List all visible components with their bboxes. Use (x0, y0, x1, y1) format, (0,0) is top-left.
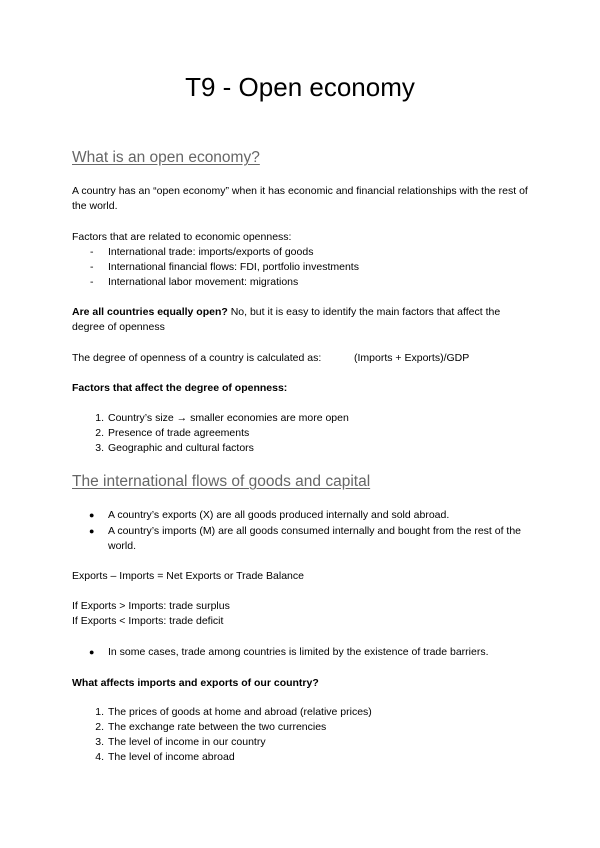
list-item: - International labor movement: migrations (108, 275, 538, 290)
section-heading-international-flows: The international flows of goods and capital (72, 473, 371, 490)
factors-lead: Factors that are related to economic openness: (72, 231, 292, 243)
list-item: ● In some cases, trade among countries is limited by the existence of trade barriers. (108, 645, 538, 660)
list-item: 2. The exchange rate between the two currencies (95, 721, 327, 733)
list-item: 4. The level of income abroad (95, 751, 235, 763)
dash-marker: - (90, 246, 94, 258)
deficit-line: If Exports < Imports: trade deficit (72, 615, 224, 627)
list-item: ● A country’s imports (M) are all goods consumed internally and bought from the rest of the world. (89, 525, 522, 553)
degree-text: The degree of openness of a country is calculated as: (72, 352, 322, 364)
list-item: 1. Country’s size → smaller economies are more open (95, 412, 349, 424)
bullet-marker: ● (89, 510, 95, 520)
question-rest: No, but it is easy to identify the main factors that affect the degree of openness (72, 306, 501, 334)
list-item: ● A country’s exports (X) are all goods produced internally and sold abroad. (108, 508, 538, 523)
list-item: 2. Presence of trade agreements (95, 427, 250, 439)
degree-line (72, 351, 532, 366)
dash-marker: - (90, 276, 94, 288)
question-bold: Are all countries equally open? (72, 306, 228, 318)
degree-formula: (Imports + Exports)/GDP (354, 352, 470, 364)
bullet-marker: ● (89, 526, 95, 536)
list-item: - International trade: imports/exports of goods (108, 245, 538, 260)
intro-paragraph: A country has an “open economy” when it has economic and financial relationships with the rest of the world. (72, 185, 528, 213)
document-title: T9 - Open economy (185, 72, 415, 102)
section-heading-open-economy: What is an open economy? (72, 149, 260, 166)
list-item: 1. The prices of goods at home and abroad (relative prices) (95, 706, 372, 718)
dash-marker: - (90, 261, 94, 273)
affects-heading: What affects imports and exports of our country? (72, 677, 319, 689)
openness-question (72, 305, 532, 336)
list-item: 3. Geographic and cultural factors (95, 442, 254, 454)
list-item: 3. The level of income in our country (95, 736, 266, 748)
surplus-line: If Exports > Imports: trade surplus (72, 600, 230, 612)
affect-heading: Factors that affect the degree of openness: (72, 382, 288, 394)
list-item: - International financial flows: FDI, portfolio investments (108, 260, 538, 275)
bullet-marker: ● (89, 647, 95, 657)
net-exports-line: Exports – Imports = Net Exports or Trade Balance (72, 570, 304, 582)
